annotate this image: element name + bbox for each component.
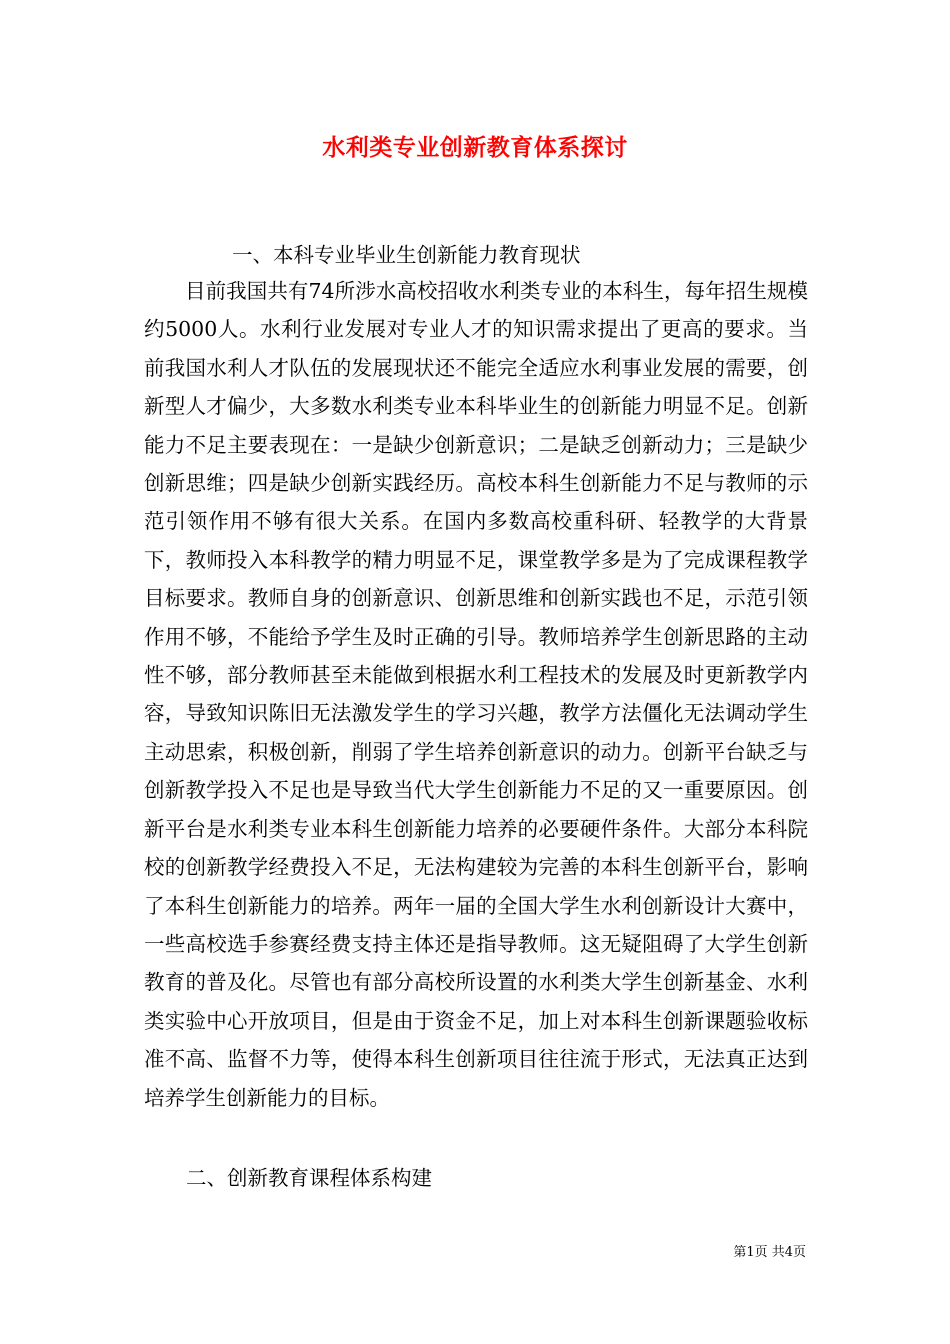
section-1-heading: 一、本科专业毕业生创新能力教育现状: [232, 243, 581, 267]
page-number: 第1页 共4页: [733, 1245, 806, 1260]
document-title: 水利类专业创新教育体系探讨: [322, 134, 628, 161]
section-2-heading: 二、创新教育课程体系构建: [186, 1166, 432, 1190]
section-1-paragraph: 目前我国共有74所涉水高校招收水利类专业的本科生，每年招生规模约5000人。水利行业发展对专业人才的知识需求提出了更高的要求。当前我国水利人才队伍的发展现状还不能完全适应水利事业发展的需要，创新型人才偏少，大多数水利类专业本科毕业生的创新能力明显不足。创新能力不足主要表现在：一是缺少创新意识；二是缺乏创新动力；三是缺少创新思维；四是缺少创新实践经历。高校本科生创新能力不足与教师的示范引领作用不够有很大关系。在国内多数高校重科研、轻教学的大背景下，教师投入本科教学的精力明显不足，课堂教学多是为了完成课程教学目标要求。教师自身的创新意识、创新思维和创新实践也不足，示范引领作用不够，不能给予学生及时正确的引导。教师培养学生创新思路的主动性不够，部分教师甚至未能做到根据水利工程技术的发展及时更新教学内容，导致知识陈旧无法激发学生的学习兴趣，教学方法僵化无法调动学生主动思索，积极创新，削弱了学生培养创新意识的动力。创新平台缺乏与创新教学投入不足也是导致当代大学生创新能力不足的又一重要原因。创新平台是水利类专业本科生创新能力培养的必要硬件条件。大部分本科院校的创新教学经费投入不足，无法构建较为完善的本科生创新平台，影响了本科生创新能力的培养。两年一届的全国大学生水利创新设计大赛中，一些高校选手参赛经费支持主体还是指导教师。这无疑阻碍了大学生创新教育的普及化。尽管也有部分高校所设置的水利类大学生创新基金、水利类实验中心开放项目，但是由于资金不足，加上对本科生创新课题验收标准不高、监督不力等，使得本科生创新项目往往流于形式，无法真正达到培养学生创新能力的目标。: [144, 279, 808, 1110]
